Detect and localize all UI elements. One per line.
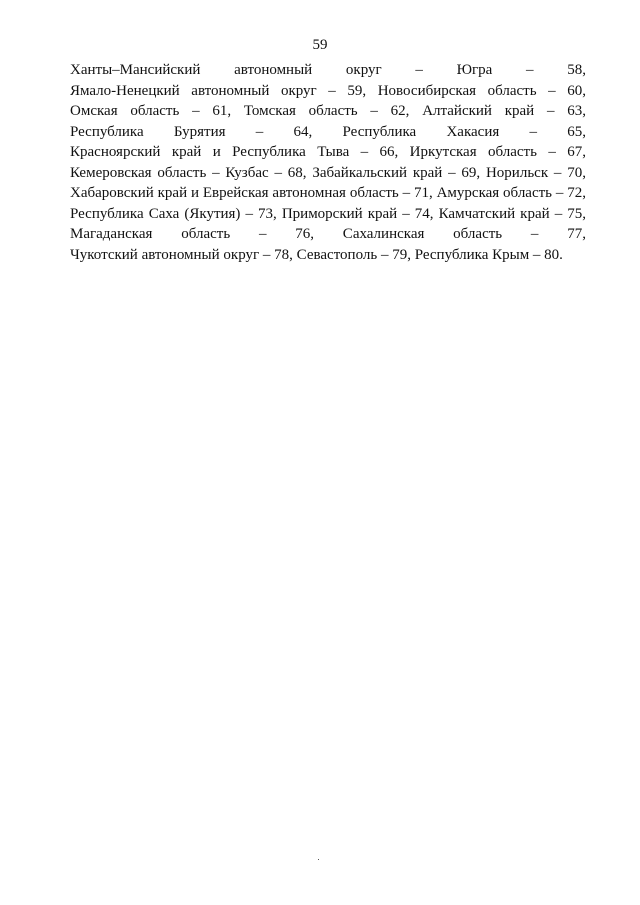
page-number: 59 (312, 37, 328, 53)
text-line-last: Чукотский автономный округ – 78, Севастополь – 79, Республика Крым – 80. (70, 246, 563, 263)
region-code-list (70, 60, 586, 265)
text-line: Красноярский край и Республика Тыва – 66, Иркутская область – 67, (70, 144, 586, 160)
text-line: Ханты–Мансийский автономный округ – Югра – 58, (70, 62, 586, 78)
text-line: Республика Саха (Якутия) – 73, Приморский край – 74, Камчатский край – 75, (70, 205, 586, 222)
text-line: Кемеровская область – Кузбас – 68, Забайкальский край – 69, Норильск – 70, (70, 164, 586, 181)
text-line: Республика Бурятия – 64, Республика Хакасия – 65, (70, 123, 586, 140)
text-line: Хабаровский край и Еврейская автономная область – 71, Амурская область – 72, (70, 185, 586, 201)
scan-speck (318, 859, 319, 860)
text-line: Ямало-Ненецкий автономный округ – 59, Новосибирская область – 60, (70, 82, 586, 99)
text-line: Магаданская область – 76, Сахалинская область – 77, (70, 226, 586, 242)
text-line: Омская область – 61, Томская область – 62, Алтайский край – 63, (70, 103, 586, 119)
